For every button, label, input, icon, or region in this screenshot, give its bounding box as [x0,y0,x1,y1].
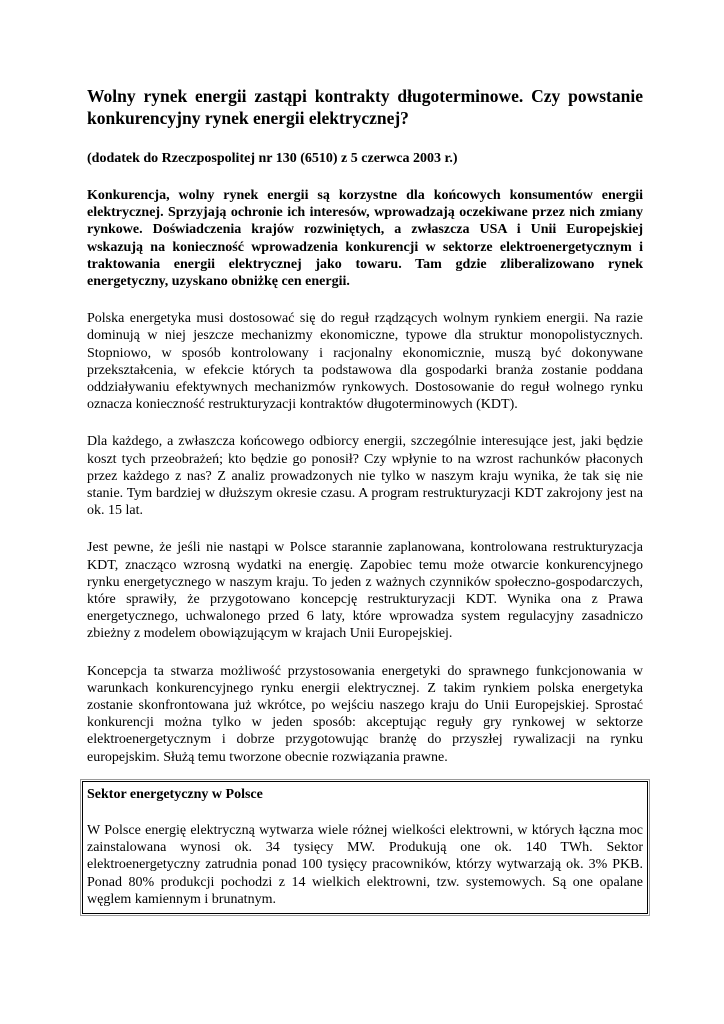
article-title: Wolny rynek energii zastąpi kontrakty długoterminowe. Czy powstanie konkurencyjny rynek energii elektrycznej? [87,86,643,128]
article-lead: Konkurencja, wolny rynek energii są korzystne dla końcowych konsumentów energii elektrycznej. Sprzyjają ochronie ich interesów, wprowadzają oczekiwane przez nich zmiany rynkowe. Doświadczenia krajów rozwiniętych, a zwłaszcza USA i Unii Europejskiej wskazują na konieczność wprowadzenia konkurencji w sektorze elektroenergetycznym i traktowania energii elektrycznej jako towaru. Tam gdzie zliberalizowano rynek energetyczny, uzyskano obniżkę cen energii. [87,188,643,290]
article-paragraph: Jest pewne, że jeśli nie nastąpi w Polsce starannie zaplanowana, kontrolowana restrukturyzacja KDT, znacząco wzrosną wydatki na energię. Zapobiec temu może otwarcie konkurencyjnego rynku energetycznego w naszym kraju. To jeden z ważnych czynników społeczno-gospodarczych, które sprawiły, że przygotowano koncepcję restrukturyzacji KDT. Wynika ona z Prawa energetycznego, uchwalonego przed 6 laty, które wprowadza system regulacyjny zasadniczo zbieżny z modelem obowiązującym w krajach Unii Europejskiej. [87,540,643,642]
info-box-title: Sektor energetyczny w Polsce [87,786,263,802]
info-box-text: W Polsce energię elektryczną wytwarza wiele różnej wielkości elektrowni, w których łączna moc zainstalowana wynosi ok. 34 tysięcy MW. Produkują one ok. 140 TWh. Sektor elektroenergetyczny zatrudnia ponad 100 tysięcy pracowników, którzy wytwarzają ok. 3% PKB. Ponad 80% produkcji pochodzi z 14 wielkich elektrowni, tzw. systemowych. Są one opalane węglem kamiennym i brunatnym. [87,822,643,907]
article-source: (dodatek do Rzeczpospolitej nr 130 (6510) z 5 czerwca 2003 r.) [87,151,458,166]
article-paragraph: Koncepcja ta stwarza możliwość przystosowania energetyki do sprawnego funkcjonowania w warunkach konkurencyjnego rynku energii elektrycznej. Z takim rynkiem polska energetyka zostanie skonfrontowana już wkrótce, po wejściu naszego kraju do Unii Europejskiej. Sprostać konkurencji można tylko w jeden sposób: akceptując reguły gry rynkowej w sektorze elektroenergetycznym i dobrze przygotowując branżę do przyszłej rywalizacji na rynku europejskim. Służą temu tworzone obecnie rozwiązania prawne. [87,663,643,765]
info-box [82,781,648,914]
article-paragraph: Polska energetyka musi dostosować się do reguł rządzących wolnym rynkiem energii. Na razie dominują w niej jeszcze mechanizmy ekonomiczne, typowe dla struktur monopolistycznych. Stopniowo, w sposób kontrolowany i racjonalny ekonomicznie, muszą być dokonywane przekształcenia, w efekcie których ta podstawowa dla gospodarki branża zostanie poddana oddziaływaniu efektywnych mechanizmów rynkowych. Dostosowanie do reguł wolnego rynku oznacza konieczność restrukturyzacji kontraktów długoterminowych (KDT). [87,311,643,413]
article-paragraph: Dla każdego, a zwłaszcza końcowego odbiorcy energii, szczególnie interesujące jest, jaki będzie koszt tych przeobrażeń; kto będzie go ponosił? Czy wpłynie to na wzrost rachunków płaconych przez każdego z nas? Z analiz prowadzonych nie tylko w naszym kraju wynika, że tak się nie stanie. Tym bardziej w dłuższym okresie czasu. A program restrukturyzacji KDT zakrojony jest na ok. 15 lat. [87,434,643,519]
document-page [87,85,643,914]
